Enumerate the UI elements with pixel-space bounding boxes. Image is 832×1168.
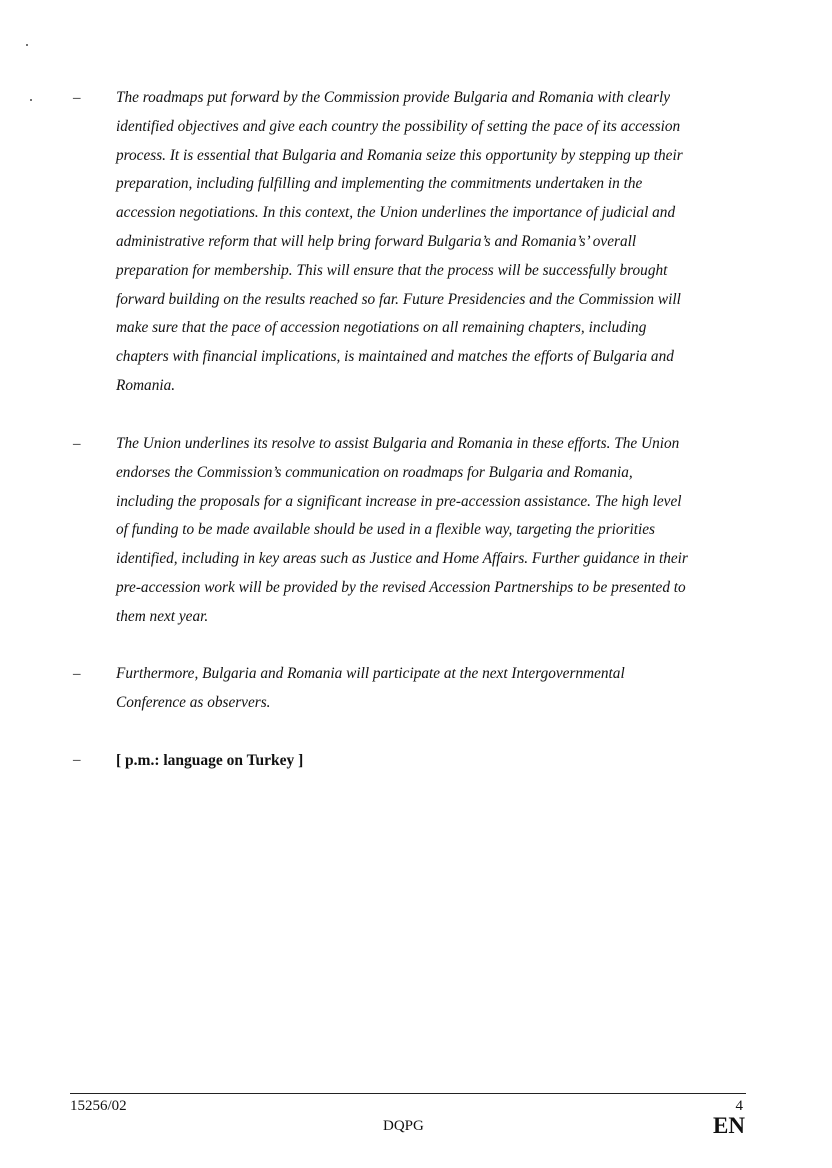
paragraph-roadmaps xyxy=(116,84,744,401)
bullet-dash: – xyxy=(73,752,81,768)
paragraph-line: identified, including in key areas such as Justice and Home Affairs. Further guidance in their xyxy=(116,550,688,568)
paragraph-line: accession negotiations. In this context, the Union underlines the importance of judicial and xyxy=(116,204,676,222)
paragraph-line: Romania. xyxy=(116,376,176,394)
paragraph-line: Furthermore, Bulgaria and Romania will participate at the next Intergovernmental xyxy=(116,665,625,682)
paragraph-line: Conference as observers. xyxy=(116,693,271,711)
paragraph-line: forward building on the results reached so far. Future Presidencies and the Commission will xyxy=(116,290,681,308)
unit-code: DQPG xyxy=(383,1118,424,1134)
paragraph-assistance xyxy=(116,430,744,632)
page-number: 4 xyxy=(735,1098,743,1114)
placeholder-turkey: [ p.m.: language on Turkey ] xyxy=(116,752,304,769)
paragraph-line: make sure that the pace of accession negotiations on all remaining chapters, including xyxy=(116,319,647,337)
paragraph-line: The roadmaps put forward by the Commission provide Bulgaria and Romania with clearly xyxy=(116,89,671,106)
paragraph-line: The Union underlines its resolve to assist Bulgaria and Romania in these efforts. The Union xyxy=(116,435,680,452)
paragraph-line: administrative reform that will help bring forward Bulgaria’s and Romania’s’ overall xyxy=(116,232,637,250)
paragraph-line: of funding to be made available should be used in a flexible way, targeting the priorities xyxy=(116,521,656,539)
paragraph-line: identified objectives and give each country the possibility of setting the pace of its accession xyxy=(116,117,681,135)
bullet-dash: – xyxy=(73,436,81,452)
paragraph-line: chapters with financial implications, is maintained and matches the efforts of Bulgaria and xyxy=(116,348,674,366)
document-number: 15256/02 xyxy=(70,1098,127,1114)
paragraph-line: preparation for membership. This will ensure that the process will be successfully brought xyxy=(116,261,668,279)
bullet-dash: – xyxy=(73,666,81,682)
paragraph-line: including the proposals for a significant increase in pre-accession assistance. The high level xyxy=(116,492,682,510)
bullet-dash: – xyxy=(73,90,81,106)
paragraph-line: pre-accession work will be provided by the revised Accession Partnerships to be presented to xyxy=(116,578,686,596)
paragraph-observers xyxy=(116,660,744,718)
scan-speck xyxy=(30,99,32,101)
paragraph-line: endorses the Commission’s communication on roadmaps for Bulgaria and Romania, xyxy=(116,463,633,481)
scan-speck xyxy=(26,44,28,46)
paragraph-line: process. It is essential that Bulgaria and Romania seize this opportunity by stepping up their xyxy=(116,146,683,164)
language-code: EN xyxy=(713,1113,745,1138)
paragraph-line: preparation, including fulfilling and implementing the commitments undertaken in the xyxy=(116,175,643,193)
footer-divider xyxy=(70,1093,746,1094)
paragraph-line: them next year. xyxy=(116,607,209,625)
